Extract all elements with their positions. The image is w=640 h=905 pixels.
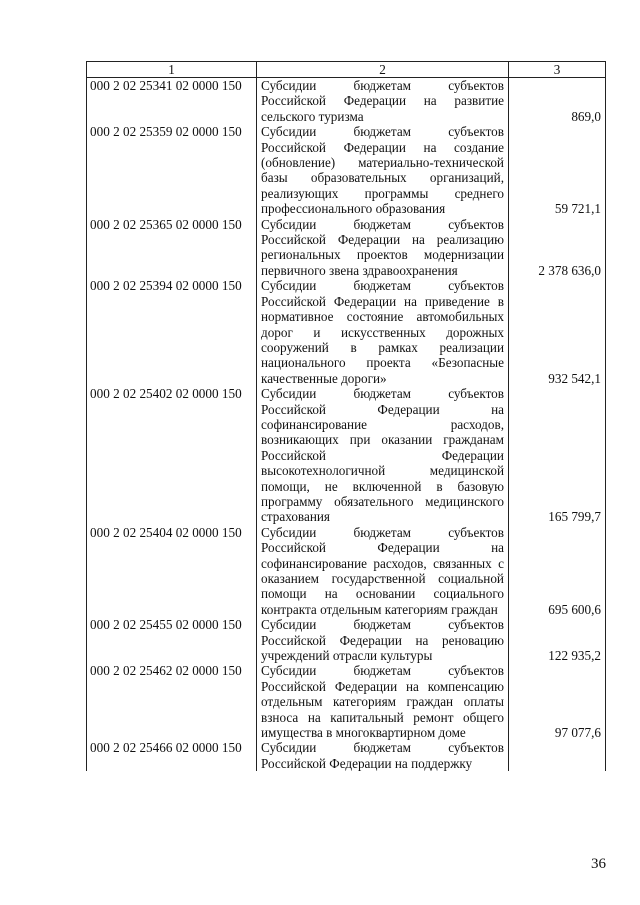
amount-cell: 2 378 636,0 <box>509 217 606 279</box>
table-row <box>87 617 606 663</box>
description-cell: Субсидии бюджетам субъектов Российской Федерации на создание (обновление) материально-технической базы образовательных организаций, реализующих программы среднего профессионального образования <box>257 124 509 216</box>
description-cell: Субсидии бюджетам субъектов Российской Федерации на поддержку <box>257 740 509 771</box>
amount-cell <box>509 740 606 771</box>
table-row <box>87 278 606 386</box>
description-cell: Субсидии бюджетам субъектов Российской Федерации на софинансирование расходов, связанных с оказанием государственной социальной помощи на основании социального контракта отдельным категориям граждан <box>257 525 509 617</box>
table-row <box>87 386 606 525</box>
column-header: 1 <box>87 62 257 78</box>
amount-cell: 165 799,7 <box>509 386 606 525</box>
table-row <box>87 124 606 216</box>
description-cell: Субсидии бюджетам субъектов Российской Федерации на реализацию региональных проектов модернизации первичного звена здравоохранения <box>257 217 509 279</box>
table-row <box>87 217 606 279</box>
budget-code-cell: 000 2 02 25466 02 0000 150 <box>87 740 257 771</box>
column-header: 3 <box>509 62 606 78</box>
budget-code-cell: 000 2 02 25341 02 0000 150 <box>87 78 257 125</box>
description-cell: Субсидии бюджетам субъектов Российской Федерации на софинансирование расходов, возникающих при оказании гражданам Российской Федерации высокотехнологичной медицинской помощи, не включенной в базовую программу обязательного медицинского страхования <box>257 386 509 525</box>
budget-code-cell: 000 2 02 25404 02 0000 150 <box>87 525 257 617</box>
budget-code-cell: 000 2 02 25359 02 0000 150 <box>87 124 257 216</box>
table-row <box>87 663 606 740</box>
page-number: 36 <box>591 856 606 872</box>
table-row <box>87 740 606 771</box>
description-cell: Субсидии бюджетам субъектов Российской Федерации на развитие сельского туризма <box>257 78 509 125</box>
description-cell: Субсидии бюджетам субъектов Российской Федерации на компенсацию отдельным категориям граждан оплаты взноса на капитальный ремонт общего имущества в многоквартирном доме <box>257 663 509 740</box>
budget-code-cell: 000 2 02 25462 02 0000 150 <box>87 663 257 740</box>
budget-code-cell: 000 2 02 25365 02 0000 150 <box>87 217 257 279</box>
column-header: 2 <box>257 62 509 78</box>
budget-code-cell: 000 2 02 25402 02 0000 150 <box>87 386 257 525</box>
table-row <box>87 525 606 617</box>
table-row <box>87 78 606 125</box>
amount-cell: 97 077,6 <box>509 663 606 740</box>
description-cell: Субсидии бюджетам субъектов Российской Федерации на реновацию учреждений отрасли культуры <box>257 617 509 663</box>
amount-cell: 869,0 <box>509 78 606 125</box>
table-header-row <box>87 62 606 78</box>
budget-code-cell: 000 2 02 25455 02 0000 150 <box>87 617 257 663</box>
description-cell: Субсидии бюджетам субъектов Российской Федерации на приведение в нормативное состояние автомобильных дорог и искусственных дорожных сооружений в рамках реализации национального проекта «Безопасные качественные дороги» <box>257 278 509 386</box>
amount-cell: 59 721,1 <box>509 124 606 216</box>
budget-revenue-table <box>86 61 606 771</box>
amount-cell: 932 542,1 <box>509 278 606 386</box>
amount-cell: 695 600,6 <box>509 525 606 617</box>
amount-cell: 122 935,2 <box>509 617 606 663</box>
budget-code-cell: 000 2 02 25394 02 0000 150 <box>87 278 257 386</box>
